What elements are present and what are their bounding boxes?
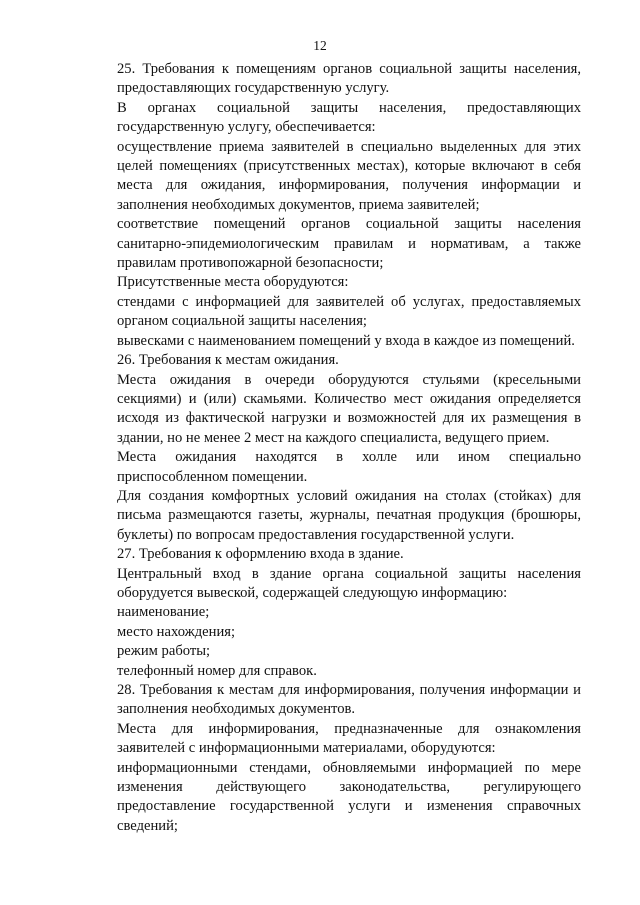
list-item: соответствие помещений органов социальной защиты населения санитарно-эпидемиологическим правилам и нормативам, а также правилам противопожарной безопасности; bbox=[117, 216, 581, 272]
list-item: стендами с информацией для заявителей об услугах, предоставляемых органом социальной защиты населения; bbox=[117, 293, 581, 330]
list-item: наименование; bbox=[117, 604, 210, 621]
paragraph: Для создания комфортных условий ожидания на столах (стойках) для письма размещаются газеты, журналы, печатная продукция (брошюры, буклеты) по вопросам предоставления государственной услуги. bbox=[117, 487, 581, 543]
section-26-heading: 26. Требования к местам ожидания. bbox=[117, 352, 339, 369]
paragraph: Места ожидания находятся в холле или ином специально приспособленном помещении. bbox=[117, 449, 581, 485]
list-item: режим работы; bbox=[117, 643, 211, 660]
document-body bbox=[117, 60, 581, 836]
paragraph: Присутственные места оборудуются: bbox=[117, 274, 349, 291]
section-25-heading: 25. Требования к помещениям органов социальной защиты населения, предоставляющих государственную услугу. bbox=[117, 61, 581, 97]
list-item: место нахождения; bbox=[117, 623, 236, 640]
list-item: вывесками с наименованием помещений у входа в каждое из помещений. bbox=[117, 332, 575, 349]
paragraph: Центральный вход в здание органа социальной защиты населения оборудуется вывеской, содержащей следующую информацию: bbox=[117, 565, 581, 601]
page-number: 12 bbox=[313, 38, 327, 53]
section-27-heading: 27. Требования к оформлению входа в здание. bbox=[117, 546, 404, 563]
section-28-heading: 28. Требования к местам для информирования, получения информации и заполнения необходимых документов. bbox=[117, 682, 581, 718]
list-item: осуществление приема заявителей в специально выделенных для этих целей помещениях (присутственных местах), которые включают в себя места для ожидания, информирования, получения информации и заполнения необходимых документов, приема заявителей; bbox=[117, 138, 581, 213]
paragraph: Места ожидания в очереди оборудуются стульями (кресельными секциями) и (или) скамьями. Количество мест ожидания определяется исходя из фактической нагрузки и возможностей для их размещения в здании, но не менее 2 мест на каждого специалиста, ведущего прием. bbox=[117, 371, 581, 446]
paragraph: Места для информирования, предназначенные для ознакомления заявителей с информационными материалами, оборудуются: bbox=[117, 720, 581, 757]
paragraph: В органах социальной защиты населения, предоставляющих государственную услугу, обеспечивается: bbox=[117, 99, 581, 136]
list-item: информационными стендами, обновляемыми информацией по мере изменения действующего законодательства, регулирующего предоставление государственной услуги и изменения справочных сведений; bbox=[117, 759, 581, 834]
list-item: телефонный номер для справок. bbox=[117, 662, 317, 679]
